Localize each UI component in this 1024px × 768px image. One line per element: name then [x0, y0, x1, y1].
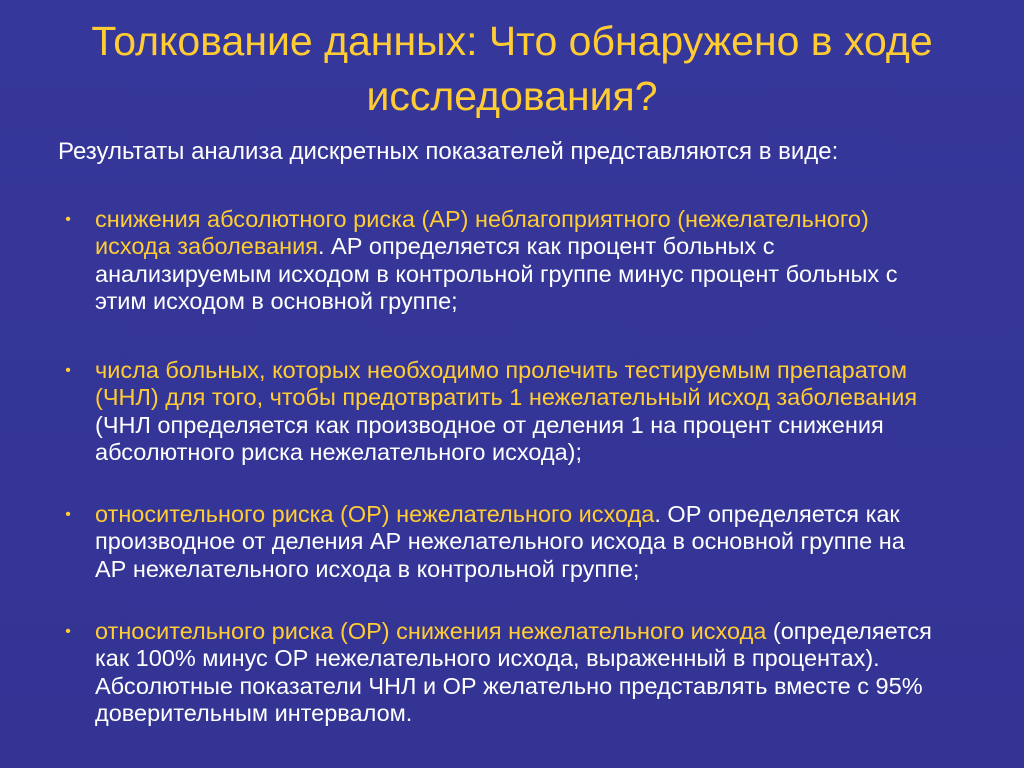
- bullet-item: [65, 357, 935, 466]
- bullet-text: . АР определяется как процент больных с анализируемым исходом в контрольной группе минус процент больных с этим исходом в основной группе;: [95, 233, 898, 314]
- bullet-icon: •: [65, 506, 71, 523]
- bullet-highlight: относительного риска (ОР) нежелательного исхода: [95, 501, 655, 527]
- intro-text: Результаты анализа дискретных показателей представляются в виде:: [58, 138, 839, 165]
- bullet-highlight: числа больных, которых необходимо пролечить тестируемым препаратом (ЧНЛ) для того, чтобы предотвратить 1 нежелательный исход заболевания: [95, 357, 918, 411]
- bullet-icon: •: [65, 623, 71, 640]
- bullet-item: [65, 618, 935, 727]
- bullet-icon: •: [65, 211, 71, 228]
- bullet-item: [65, 501, 935, 583]
- bullet-highlight: относительного риска (ОР) снижения нежелательного исхода: [95, 618, 767, 644]
- bullet-icon: •: [65, 362, 71, 379]
- slide-title: Толкование данных: Что обнаружено в ходе исследования?: [91, 18, 933, 119]
- bullet-text: (ЧНЛ определяется как производное от деления 1 на процент снижения абсолютного риска нежелательного исхода);: [95, 411, 884, 465]
- bullet-text: . ОР определяется как производное от деления АР нежелательного исхода в основной группе на АР нежелательного исхода в контрольной группе;: [95, 501, 905, 582]
- bullet-highlight: снижения абсолютного риска (АР) неблагоприятного (нежелательного) исхода заболевания: [95, 206, 869, 260]
- bullet-item: [65, 206, 935, 315]
- bullet-text: (определяется как 100% минус ОР нежелательного исхода, выраженный в процентах). Абсолютные показатели ЧНЛ и ОР желательно представлять вместе с 95% доверительным интервалом.: [95, 618, 932, 726]
